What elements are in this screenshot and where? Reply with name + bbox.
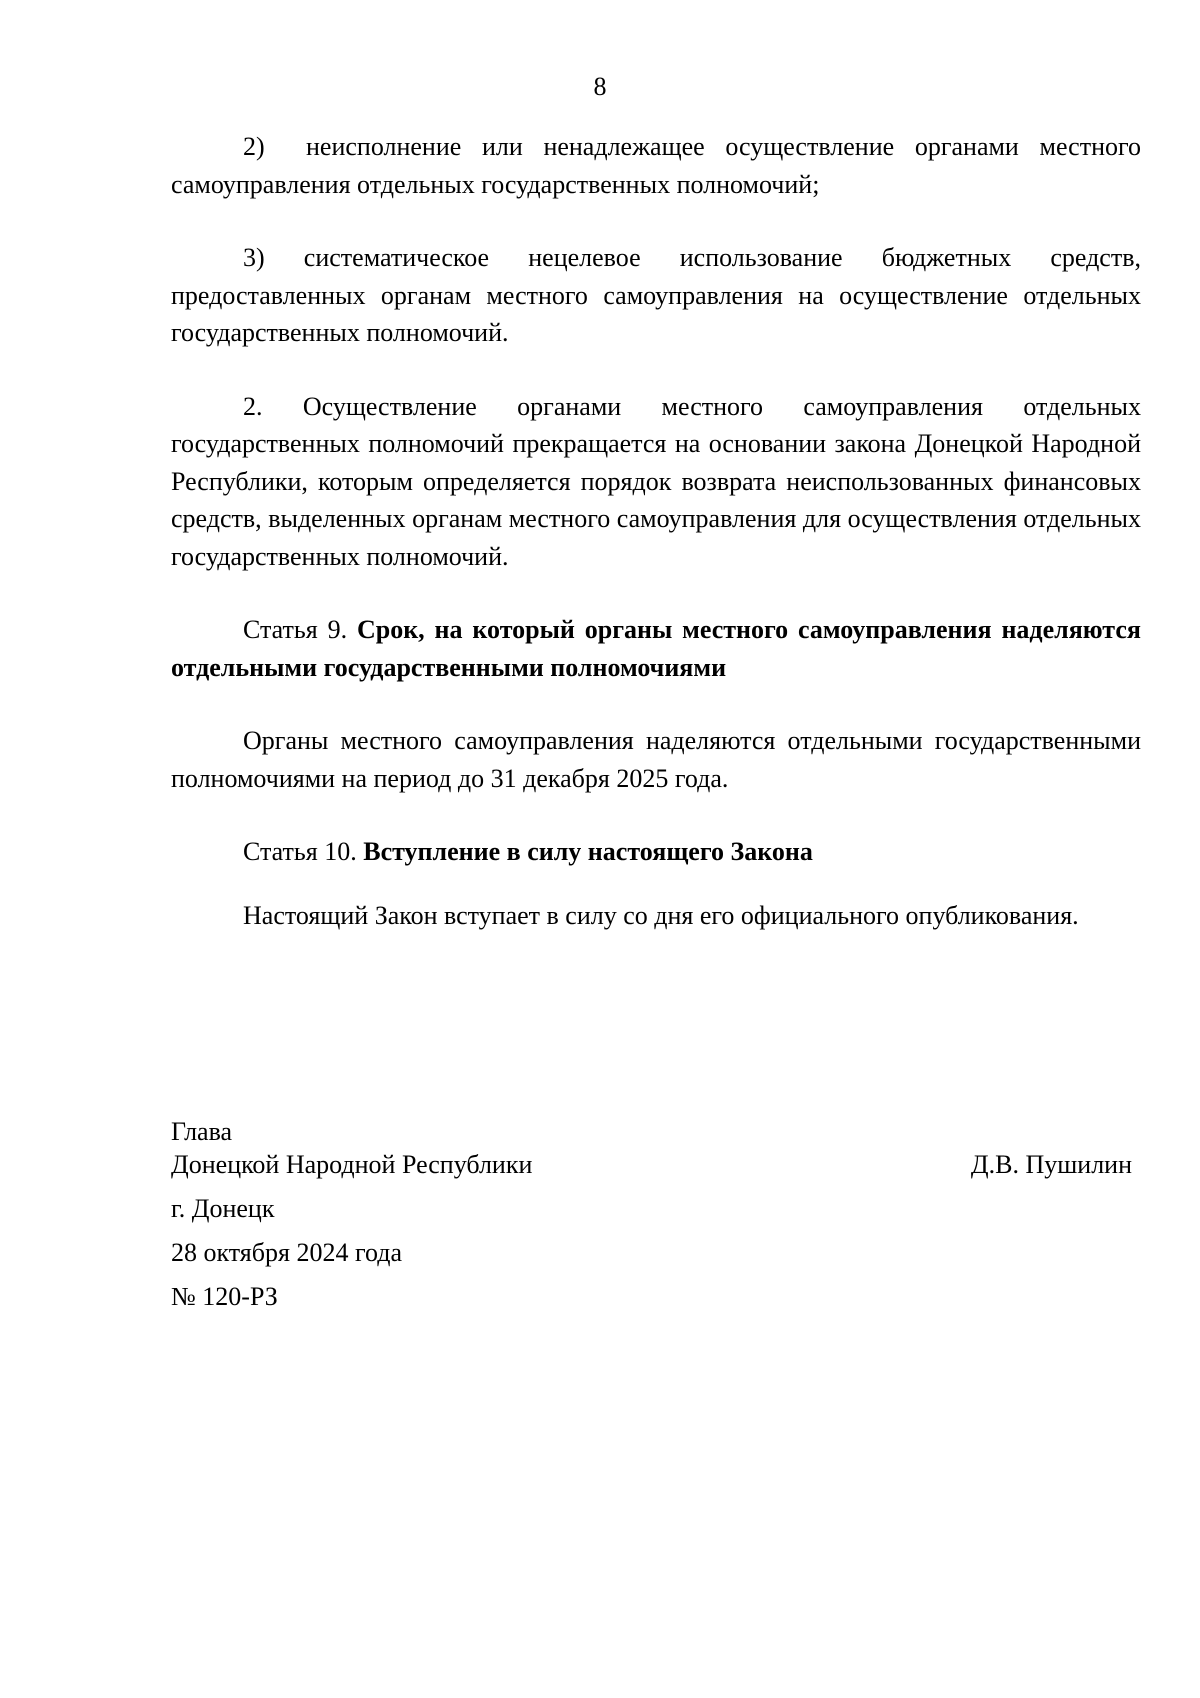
paragraph-item-3: 3) систематическое нецелевое использование бюджетных средств, предоставленных органам местного самоуправления на осуществление отдельных государственных полномочий. [171,243,1141,347]
document-body [171,128,1141,934]
signatory-position-line1: Глава [171,1117,233,1146]
article-9-text: Органы местного самоуправления наделяются отдельными государственными полномочиями на период до 31 декабря 2025 года. [171,726,1141,793]
article-9-label: Статья 9. [243,615,357,644]
date: 28 октября 2024 года [171,1238,402,1267]
article-9-heading [171,611,1141,686]
law-number: № 120-РЗ [171,1282,278,1311]
article-10-title: Вступление в силу настоящего Закона [363,837,813,866]
article-10-heading [171,833,1141,871]
article-9-title: Срок, на который органы местного самоуправления наделяются отдельными государственными полномочиями [171,615,1141,682]
signatory-row [171,1148,1132,1181]
paragraph-part-2: 2. Осуществление органами местного самоуправления отдельных государственных полномочий прекращается на основании закона Донецкой Народной Республики, которым определяется порядок возврата неиспользованных финансовых средств, выделенных органам местного самоуправления для осуществления отдельных государственных полномочий. [171,391,1141,571]
page-number: 8 [593,72,607,101]
signature-block [171,1115,1141,1313]
article-10-label: Статья 10. [243,837,364,866]
city: г. Донецк [171,1194,275,1223]
paragraph-item-2: 2) неисполнение или ненадлежащее осуществление органами местного самоуправления отдельных государственных полномочий; [171,132,1141,199]
signatory-name: Д.В. Пушилин [970,1150,1132,1179]
article-10-text: Настоящий Закон вступает в силу со дня его официального опубликования. [243,900,1079,930]
signatory-position-line2: Донецкой Народной Республики [171,1150,533,1179]
